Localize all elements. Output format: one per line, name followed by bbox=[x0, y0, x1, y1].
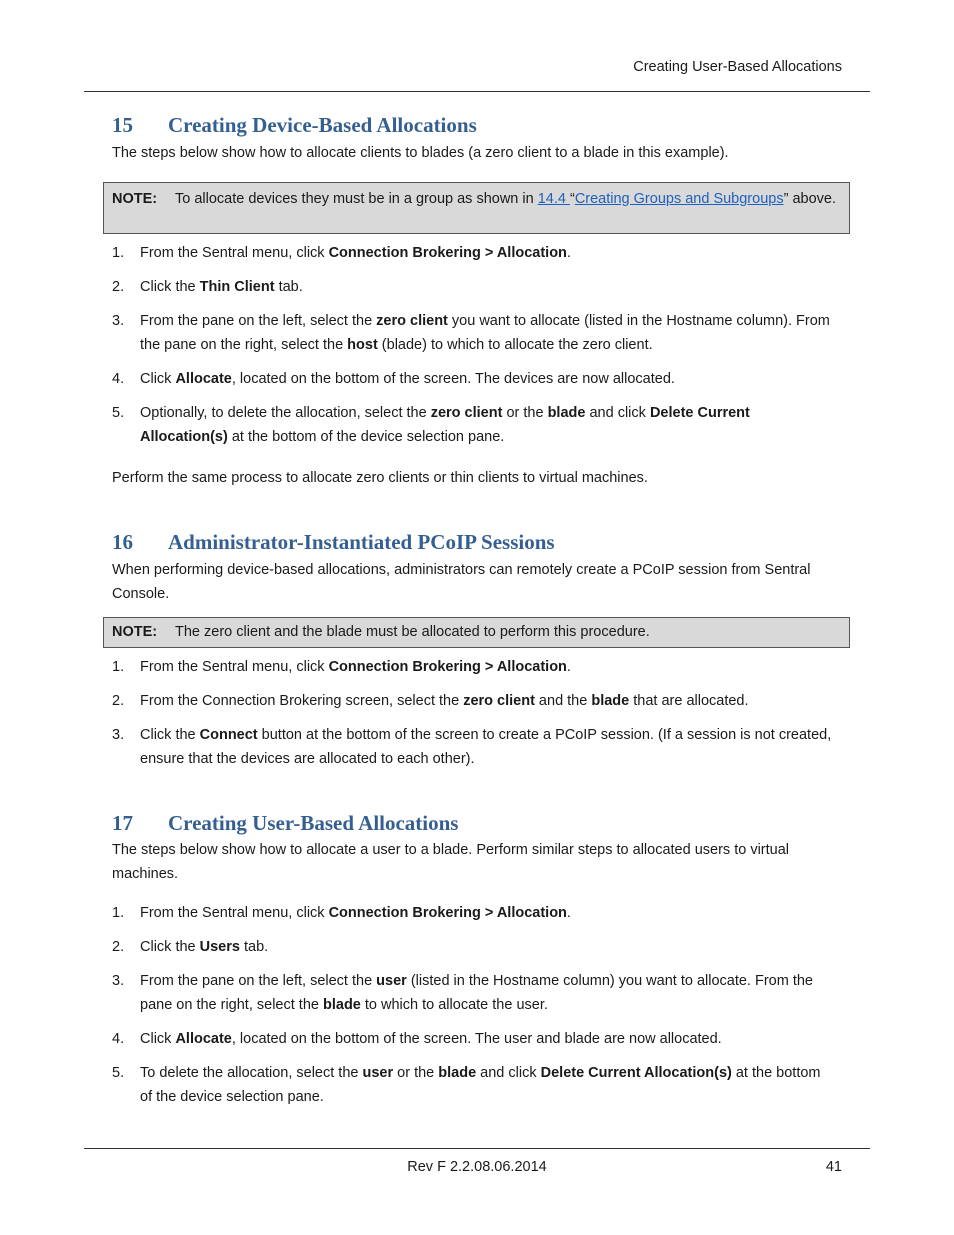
section-15-heading bbox=[112, 112, 477, 138]
section-title: Creating Device-Based Allocations bbox=[168, 113, 477, 137]
list-item: 5. Optionally, to delete the allocation, select the zero client or the blade and click Delete Current Allocation(s) at the bottom of the device selection pane. bbox=[112, 405, 750, 445]
footer-revision: Rev F 2.2.08.06.2014 bbox=[407, 1159, 547, 1175]
list-item: 4. Click Allocate, located on the bottom of the screen. The user and blade are now allocated. bbox=[112, 1031, 722, 1047]
section-title: Administrator-Instantiated PCoIP Sessions bbox=[168, 530, 555, 554]
list-item: 1. From the Sentral menu, click Connection Brokering > Allocation. bbox=[112, 905, 571, 921]
section-16-intro: When performing device-based allocations, administrators can remotely create a PCoIP session from Sentral Console. bbox=[112, 562, 811, 602]
list-item: 2. Click the Users tab. bbox=[112, 939, 269, 955]
section-16-note bbox=[103, 617, 850, 648]
list-item: 1. From the Sentral menu, click Connection Brokering > Allocation. bbox=[112, 245, 571, 261]
section-17-heading bbox=[112, 810, 458, 836]
footer-rule bbox=[84, 1148, 870, 1149]
note-label: NOTE: bbox=[112, 191, 158, 207]
list-item: 3. From the pane on the left, select the zero client you want to allocate (listed in the Hostname column). From the pane on the right, select the host (blade) to which to allocate the zero client. bbox=[112, 313, 830, 353]
section-15-intro: The steps below show how to allocate clients to blades (a zero client to a blade in this example). bbox=[112, 145, 729, 161]
section-title: Creating User-Based Allocations bbox=[168, 811, 459, 835]
note-label: NOTE: bbox=[112, 624, 158, 640]
section-number: 17 bbox=[112, 811, 133, 835]
list-item: 3. From the pane on the left, select the user (listed in the Hostname column) you want to allocate. From the pane on the right, select the blade to which to allocate the user. bbox=[112, 973, 813, 1013]
header-rule bbox=[84, 91, 870, 92]
list-item: 5. To delete the allocation, select the user or the blade and click Delete Current Allocation(s) at the bottom of the device selection pane. bbox=[112, 1065, 821, 1105]
running-header: Creating User-Based Allocations bbox=[633, 59, 842, 75]
section-17-intro: The steps below show how to allocate a user to a blade. Perform similar steps to allocated users to virtual machines. bbox=[112, 842, 789, 882]
section-17-steps bbox=[112, 901, 832, 1119]
note-text: The zero client and the blade must be allocated to perform this procedure. bbox=[175, 624, 650, 640]
list-item: 1. From the Sentral menu, click Connection Brokering > Allocation. bbox=[112, 659, 571, 675]
list-item: 3. Click the Connect button at the bottom of the screen to create a PCoIP session. (If a session is not created, ensure that the devices are allocated to each other). bbox=[112, 727, 832, 767]
section-16-steps bbox=[112, 655, 832, 781]
link-creating-groups[interactable]: Creating Groups and Subgroups bbox=[574, 191, 784, 207]
list-item: 4. Click Allocate, located on the bottom of the screen. The devices are now allocated. bbox=[112, 371, 675, 387]
section-16-heading bbox=[112, 529, 555, 555]
section-15-outro: Perform the same process to allocate zero clients or thin clients to virtual machines. bbox=[112, 470, 648, 486]
section-15-note bbox=[103, 182, 850, 234]
section-number: 16 bbox=[112, 530, 133, 554]
link-section-14-4[interactable]: 14.4 bbox=[537, 191, 570, 207]
page-number: 41 bbox=[825, 1159, 842, 1175]
list-item: 2. Click the Thin Client tab. bbox=[112, 279, 303, 295]
section-15-steps bbox=[112, 241, 832, 459]
list-item: 2. From the Connection Brokering screen, select the zero client and the blade that are allocated. bbox=[112, 693, 749, 709]
note-text: To allocate devices they must be in a group as shown in 14.4 “Creating Groups and Subgroups” above. bbox=[175, 191, 836, 207]
section-number: 15 bbox=[112, 113, 133, 137]
